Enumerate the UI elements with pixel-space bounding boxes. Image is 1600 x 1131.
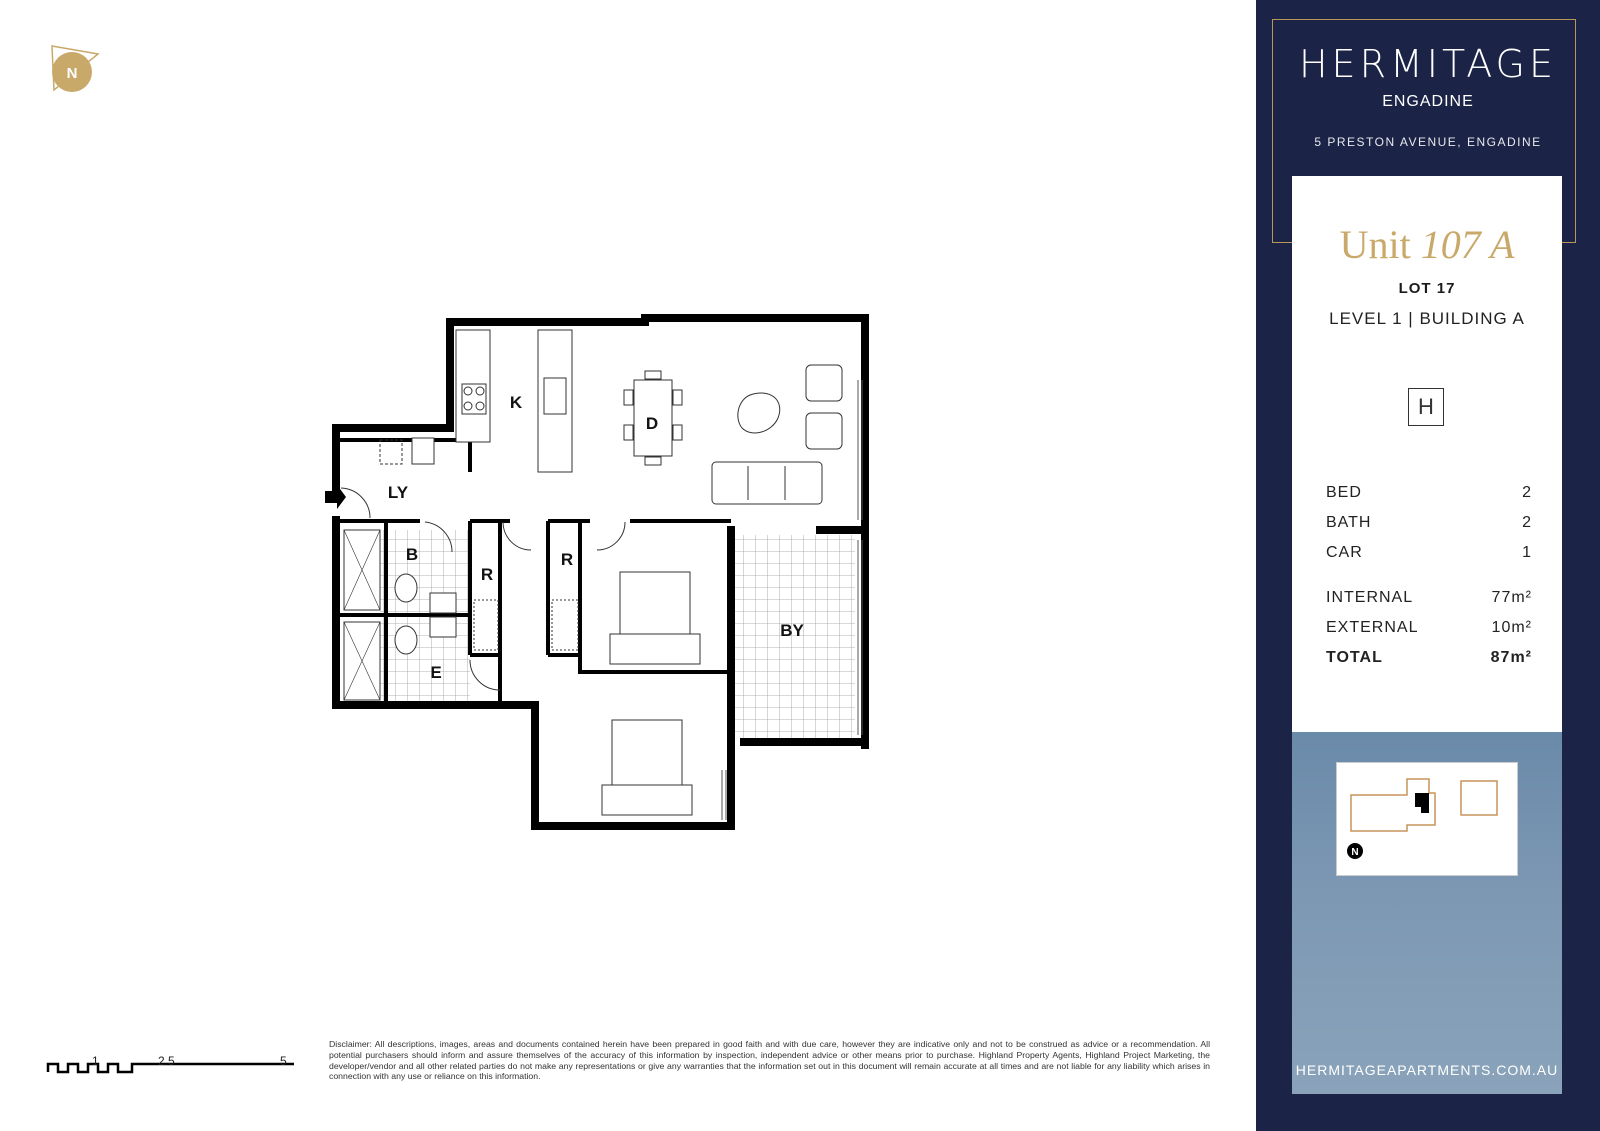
brand-subtitle: ENGADINE bbox=[1382, 93, 1474, 110]
brand-title: HERMITAGE bbox=[1298, 42, 1558, 86]
keyplan-panel bbox=[1292, 732, 1562, 1094]
unit-number: 107 A bbox=[1420, 222, 1515, 267]
lot-number: LOT 17 bbox=[1398, 280, 1456, 297]
spec-internal: INTERNAL 77m² bbox=[1326, 589, 1532, 606]
website-link[interactable]: HERMITAGEAPARTMENTS.COM.AU bbox=[1295, 1062, 1559, 1078]
scale-label-2-5: 2.5 bbox=[158, 1054, 175, 1068]
room-label-laundry: LY bbox=[387, 483, 409, 502]
room-label-robe-1: R bbox=[480, 565, 494, 584]
scale-label-5: 5 bbox=[280, 1054, 287, 1068]
spec-external: EXTERNAL 10m² bbox=[1326, 619, 1532, 636]
brand-address: 5 PRESTON AVENUE, ENGADINE bbox=[1314, 135, 1542, 149]
room-label-kitchen: K bbox=[509, 393, 523, 412]
level-building: LEVEL 1 | BUILDING A bbox=[1329, 309, 1525, 328]
room-label-dining: D bbox=[645, 414, 659, 433]
beds bbox=[602, 572, 700, 815]
compass-label: N bbox=[66, 65, 78, 82]
spec-total: TOTAL 87m² bbox=[1326, 649, 1532, 666]
scale-label-1: 1 bbox=[92, 1054, 99, 1068]
north-compass-icon bbox=[44, 44, 100, 96]
building-badge: H bbox=[1408, 388, 1444, 426]
unit-title bbox=[1292, 221, 1562, 268]
floor-plan bbox=[320, 305, 880, 845]
spec-bath: BATH 2 bbox=[1326, 514, 1532, 531]
keyplan-map bbox=[1336, 762, 1518, 876]
room-label-robe-2: R bbox=[560, 550, 574, 569]
unit-card bbox=[1292, 176, 1562, 732]
room-label-ensuite: E bbox=[430, 663, 442, 682]
disclaimer: Disclaimer: All descriptions, images, areas and documents contained herein have been prepared in good faith and with due care, however they are indicative only and not to be construed as advice or a recommendation. All potential purchasers should inform and assure themselves of the accuracy of this information by inspection, independent advice or other means prior to purchase. Highland Property Agents, Highland Project Marketing, the developer/vendor and all other related parties do not make any representations or give any warranties that the information set out in this document will remain accurate at all times and are not liable for any liability which arises in connection with any use or reliance on this information. bbox=[329, 1039, 1210, 1082]
room-label-balcony: BY bbox=[780, 621, 804, 640]
scale-bar bbox=[46, 1050, 296, 1080]
room-label-bath: B bbox=[405, 545, 419, 564]
sidebar-panel bbox=[1256, 0, 1600, 1131]
keyplan-compass-label: N bbox=[1351, 847, 1359, 858]
spec-car: CAR 1 bbox=[1326, 544, 1532, 561]
unit-prefix: Unit bbox=[1339, 222, 1411, 267]
spec-bed: BED 2 bbox=[1326, 484, 1532, 501]
